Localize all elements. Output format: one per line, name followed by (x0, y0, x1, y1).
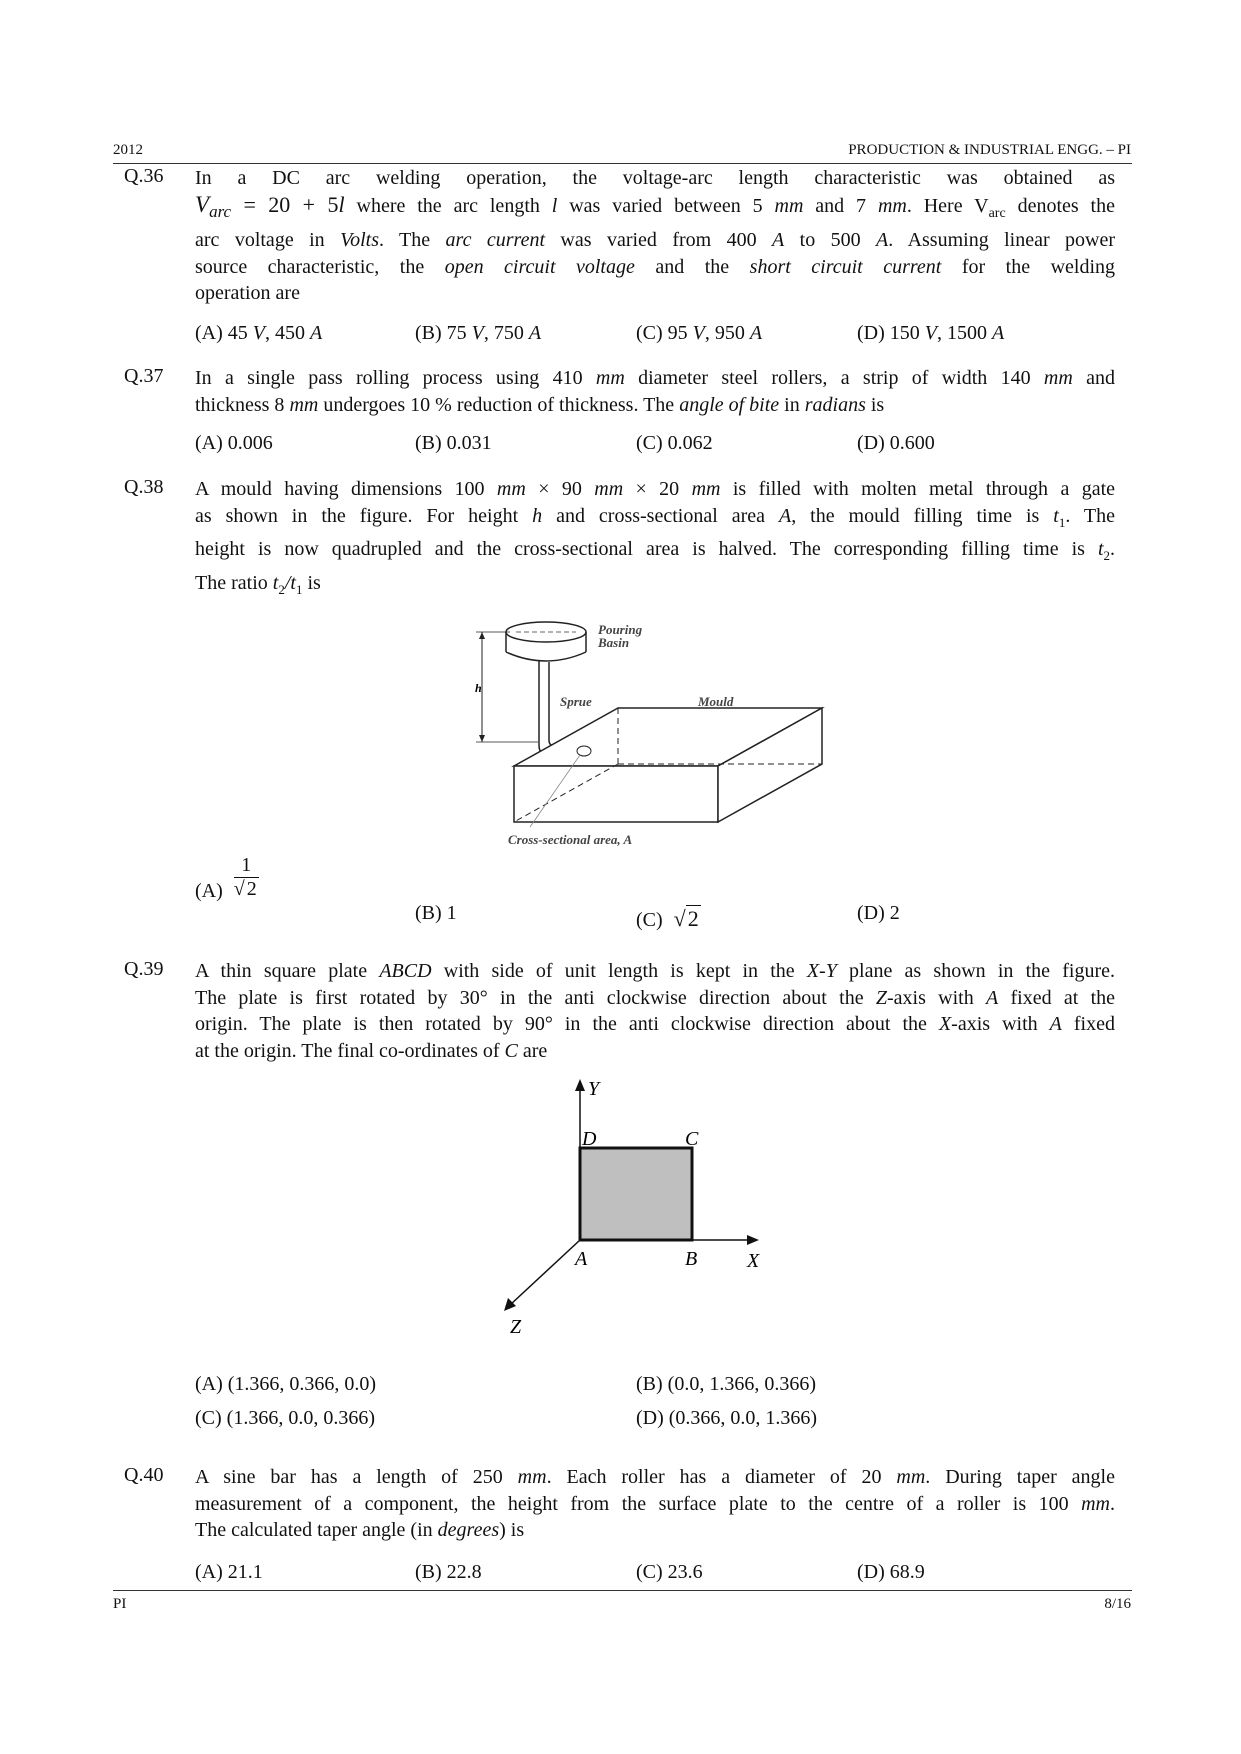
q37-option-c: (C) 0.062 (636, 432, 713, 454)
q39-option-c: (C) (1.366, 0.0, 0.366) (195, 1407, 375, 1429)
q40-option-c: (C) 23.6 (636, 1561, 703, 1583)
q36-l4c: for the welding (941, 255, 1116, 278)
square-plate (580, 1148, 692, 1240)
q39-line2: The plate is first rotated by 30° in the anti clockwise direction about the Z-axis with A fixed at the (195, 986, 1116, 1009)
q36-ocv: open circuit voltage (444, 255, 635, 278)
q38-line3: height is now quadrupled and the cross-sectional area is halved. The corresponding filling time is $t_2$. (195, 538, 1115, 563)
q36-line1: In a DC arc welding operation, the voltage-arc length characteristic was obtained as (195, 167, 1115, 189)
q36-option-c: (C) 95 V, 950 A (636, 322, 763, 344)
q36-volts: Volts (340, 229, 379, 251)
q36-a1: A (772, 229, 785, 251)
q36-scc: short circuit current (749, 255, 942, 278)
q36-l3a: arc voltage in (195, 229, 341, 251)
q37-line1: In a single pass rolling process using 410 mm diameter steel rollers, a strip of width 140 mm and (195, 367, 1115, 389)
q39-number: Q.39 (124, 958, 164, 980)
q36-mm1: mm (774, 194, 804, 217)
q36-eq-v: V (195, 191, 210, 217)
q37-line2: thickness 8 mm undergoes 10 % reduction of thickness. The angle of bite in radians is (195, 393, 885, 416)
q39-line4: at the origin. The final co-ordinates of C are (195, 1039, 548, 1062)
q36-l4a: source characteristic, the (195, 255, 445, 278)
height-label: h (475, 681, 482, 695)
plate-axes-figure (495, 1075, 785, 1350)
q37-number: Q.37 (124, 365, 164, 387)
gate (577, 746, 591, 756)
q38-text (195, 476, 1115, 603)
corner-c-label: C (685, 1128, 699, 1150)
q37-text (195, 365, 1115, 418)
pouring-label: Pouring (598, 622, 643, 637)
z-axis-label: Z (510, 1316, 522, 1338)
q36-l3c: was varied from 400 (545, 229, 773, 251)
q40-option-a: (A) 21.1 (195, 1561, 263, 1583)
q36-line2 (195, 192, 1115, 228)
q36-eq-l: l (338, 191, 345, 217)
q39-line1: A thin square plate ABCD with side of unit length is kept in the X-Y plane as shown in the figure. (195, 960, 1115, 982)
q40-line1: A sine bar has a length of 250 mm. Each roller has a diameter of 20 mm. During taper angle (195, 1466, 1115, 1488)
footer-code: PI (113, 1596, 127, 1612)
header-paper: PRODUCTION & INDUSTRIAL ENGG. – PI (848, 142, 1131, 158)
q38-number: Q.38 (124, 476, 164, 498)
sprue-label: Sprue (560, 694, 592, 709)
footer-page: 8/16 (1104, 1596, 1131, 1612)
x-axis-label: X (747, 1250, 760, 1272)
q38-option-c: (C) √2 (636, 906, 699, 931)
basin-bottom (506, 652, 586, 661)
q36-option-a: (A) 45 V, 450 A (195, 322, 323, 344)
q36-l2b: was varied between 5 (557, 194, 775, 217)
q40-number: Q.40 (124, 1464, 164, 1486)
q36-l2d: . Here V (906, 194, 989, 217)
header-rule (113, 163, 1132, 164)
q36-l2a: where the arc length (344, 194, 552, 217)
mould-filling-figure (460, 612, 840, 862)
q37-option-b: (B) 0.031 (415, 432, 492, 454)
q36-a2: A (876, 229, 889, 251)
q38-option-d: (D) 2 (857, 902, 900, 924)
q36-eq-sub: arc (209, 201, 232, 221)
q36-l4b: and the (634, 255, 750, 278)
q36-arc-current: arc current (445, 229, 546, 251)
q36-l2c: and 7 (803, 194, 878, 217)
q39-option-a: (A) (1.366, 0.366, 0.0) (195, 1373, 377, 1395)
y-axis-label: Y (588, 1078, 600, 1100)
header-year: 2012 (113, 142, 143, 158)
mould-front (514, 766, 718, 822)
q40-option-b: (B) 22.8 (415, 1561, 482, 1583)
q36-varc-sub: arc (988, 205, 1006, 221)
q38-line2: as shown in the figure. For height h and cross-sectional area A, the mould filling time is $t_1$. The (195, 504, 1116, 530)
q40-line2: measurement of a component, the height from the surface plate to the centre of a roller is 100 mm. (195, 1492, 1115, 1515)
corner-a-label: A (575, 1248, 588, 1270)
q36-mm2: mm (877, 194, 907, 217)
q36-number: Q.36 (124, 165, 164, 187)
q36-option-b: (B) 75 V, 750 A (415, 322, 542, 344)
corner-d-label: D (582, 1128, 597, 1150)
q38-option-a: (A) $\frac{1}{√ 2}$ (195, 853, 257, 902)
q36-l2e: denotes the (1005, 194, 1115, 217)
q36-l3b: . The (378, 229, 446, 251)
q36-line4 (195, 254, 1115, 281)
q38-line1: A mould having dimensions 100 mm × 90 mm × 20 mm is filled with molten metal through a gate (195, 478, 1116, 500)
q36-line3 (195, 227, 1115, 254)
z-axis (510, 1240, 580, 1305)
q37-option-d: (D) 0.600 (857, 432, 935, 454)
q40-option-d: (D) 68.9 (857, 1561, 925, 1583)
q36-option-d: (D) 150 V, 1500 A (857, 322, 1005, 344)
q37-option-a: (A) 0.006 (195, 432, 273, 454)
q40-text (195, 1464, 1115, 1544)
q36-lvar: l (551, 194, 558, 217)
q36-eq-rhs: = 20 + 5 (231, 191, 339, 217)
q39-option-d: (D) (0.366, 0.0, 1.366) (636, 1407, 818, 1429)
corner-b-label: B (685, 1248, 698, 1270)
q38-option-a-fraction: $\frac{1}{√ 2}$ (233, 853, 257, 900)
q36-text (195, 165, 1115, 307)
q36-l3e: . Assuming linear power (888, 229, 1116, 251)
mould-label: Mould (698, 694, 734, 709)
q39-option-b: (B) (0.0, 1.366, 0.366) (636, 1373, 816, 1395)
footer-rule (113, 1590, 1132, 1591)
q38-line4: The ratio $t_2/t_1$ is (195, 571, 321, 597)
q39-text (195, 958, 1115, 1064)
q36-l3d: to 500 (784, 229, 877, 251)
basin-label: Basin (598, 635, 630, 650)
q36-line5: operation are (195, 282, 300, 304)
q38-option-b: (B) 1 (415, 902, 457, 924)
cross-section-label: Cross-sectional area, A (508, 832, 633, 847)
q40-line3: The calculated taper angle (in degrees) is (195, 1519, 525, 1541)
q39-line3: origin. The plate is then rotated by 90° in the anti clockwise direction about the X-axis with A fixed (195, 1013, 1115, 1035)
